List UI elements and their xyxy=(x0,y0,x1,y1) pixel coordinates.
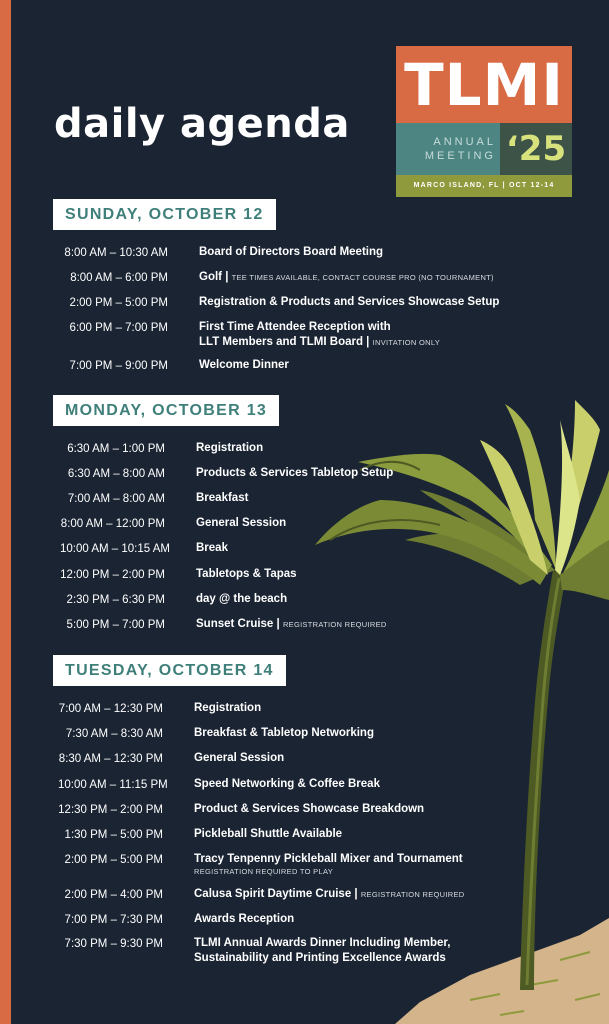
agenda-event xyxy=(199,295,499,310)
agenda-time: 1:30 PM – 5:00 PM xyxy=(64,829,163,841)
agenda-event-title: Pickleball Shuttle Available xyxy=(194,828,343,840)
agenda-event xyxy=(196,491,248,506)
agenda-event xyxy=(194,936,450,966)
agenda-event-title: General Session xyxy=(194,752,285,764)
day-heading-sunday: SUNDAY, OCTOBER 12 xyxy=(53,199,276,230)
agenda-time: 10:00 AM – 11:15 PM xyxy=(58,779,168,791)
agenda-time: 10:00 AM – 10:15 AM xyxy=(60,543,170,555)
agenda-time: 7:00 AM – 12:30 PM xyxy=(58,703,163,715)
agenda-event-note: REGISTRATION REQUIRED TO PLAY xyxy=(194,867,334,876)
agenda-event xyxy=(196,516,286,531)
agenda-event-note: REGISTRATION REQUIRED xyxy=(282,620,387,629)
agenda-time: 2:30 PM – 6:30 PM xyxy=(66,594,165,606)
agenda-event-title: General Session xyxy=(196,517,287,529)
tlmi-logo xyxy=(396,46,572,197)
agenda-event-title-line2: LLT Members and TLMI Board | xyxy=(199,336,370,348)
agenda-event xyxy=(199,245,383,260)
agenda-event xyxy=(194,802,424,817)
agenda-event xyxy=(194,887,465,902)
agenda-time: 12:00 PM – 2:00 PM xyxy=(60,569,165,581)
agenda-event-title: Tracy Tenpenny Pickleball Mixer and Tournament xyxy=(194,853,463,865)
logo-wordmark: TLMI xyxy=(404,51,564,119)
agenda-time: 12:30 PM – 2:00 PM xyxy=(58,804,163,816)
agenda-event-note: REGISTRATION REQUIRED xyxy=(360,890,465,899)
agenda-event-title: Breakfast xyxy=(196,492,249,504)
day-heading-monday: MONDAY, OCTOBER 13 xyxy=(53,395,279,426)
logo-year-block xyxy=(500,123,572,175)
agenda-time: 7:00 PM – 7:30 PM xyxy=(64,914,163,926)
agenda-event-title: Welcome Dinner xyxy=(199,359,289,371)
agenda-event-title: day @ the beach xyxy=(196,593,288,605)
agenda-event-title: Breakfast & Tabletop Networking xyxy=(194,727,374,739)
agenda-event-title: Tabletops & Tapas xyxy=(196,568,297,580)
logo-annual-meeting-block xyxy=(396,123,572,175)
agenda-time: 7:30 PM – 9:30 PM xyxy=(64,938,163,950)
logo-meeting-text: MEETING xyxy=(424,150,496,162)
agenda-event-note: INVITATION ONLY xyxy=(372,338,441,347)
agenda-event-title: TLMI Annual Awards Dinner Including Member, xyxy=(194,937,451,949)
agenda-time: 7:00 PM – 9:00 PM xyxy=(69,360,168,372)
agenda-event-title: Registration xyxy=(196,442,264,454)
agenda-event-title: Awards Reception xyxy=(194,913,295,925)
agenda-event xyxy=(194,912,294,927)
agenda-time: 7:00 AM – 8:00 AM xyxy=(67,493,165,505)
agenda-event xyxy=(194,726,374,741)
day-heading-tuesday: TUESDAY, OCTOBER 14 xyxy=(53,655,286,686)
agenda-time: 6:30 AM – 8:00 AM xyxy=(67,468,165,480)
agenda-event xyxy=(199,270,494,285)
agenda-event-title: Registration xyxy=(194,702,262,714)
logo-location-block xyxy=(396,175,572,197)
agenda-time: 8:30 AM – 12:30 PM xyxy=(58,753,163,765)
agenda-event xyxy=(194,777,380,792)
agenda-event xyxy=(196,617,387,632)
agenda-event-title: Golf | xyxy=(199,271,229,283)
agenda-event-title: Sunset Cruise | xyxy=(196,618,280,630)
logo-top-block xyxy=(396,46,572,123)
agenda-event xyxy=(194,852,463,877)
logo-year: ‘25 xyxy=(505,129,567,169)
agenda-event-title: Product & Services Showcase Breakdown xyxy=(194,803,425,815)
agenda-event-title: Speed Networking & Coffee Break xyxy=(194,778,380,790)
agenda-event xyxy=(194,701,261,716)
agenda-event xyxy=(196,441,263,456)
logo-annual-meeting-text xyxy=(402,135,496,163)
agenda-time: 5:00 PM – 7:00 PM xyxy=(66,619,165,631)
agenda-event-title: First Time Attendee Reception with xyxy=(199,321,391,333)
agenda-time: 2:00 PM – 4:00 PM xyxy=(64,889,163,901)
agenda-time: 2:00 PM – 5:00 PM xyxy=(69,297,168,309)
agenda-event xyxy=(196,567,297,582)
agenda-time: 8:00 AM – 6:00 PM xyxy=(70,272,168,284)
agenda-event-title: Break xyxy=(196,542,228,554)
agenda-time: 6:30 AM – 1:00 PM xyxy=(67,443,165,455)
agenda-event-note: TEE TIMES AVAILABLE, CONTACT COURSE PRO (NO TOURNAMENT) xyxy=(231,273,494,282)
agenda-time: 8:00 AM – 12:00 PM xyxy=(60,518,165,530)
agenda-event xyxy=(196,541,228,556)
agenda-time: 2:00 PM – 5:00 PM xyxy=(64,854,163,866)
agenda-event xyxy=(199,320,440,350)
agenda-event xyxy=(196,592,287,607)
agenda-time: 8:00 AM – 10:30 AM xyxy=(64,247,168,259)
agenda-time: 6:00 PM – 7:00 PM xyxy=(69,322,168,334)
agenda-event-title: Products & Services Tabletop Setup xyxy=(196,467,394,479)
agenda-event xyxy=(196,466,393,481)
agenda-event-title: Registration & Products and Services Showcase Setup xyxy=(199,296,500,308)
agenda-event-title-line2: Sustainability and Printing Excellence Awards xyxy=(194,952,446,964)
agenda-event xyxy=(199,358,289,373)
logo-annual-text: ANNUAL xyxy=(433,136,496,148)
agenda-event xyxy=(194,827,342,842)
agenda-event xyxy=(194,751,284,766)
page-title: daily agenda xyxy=(54,101,350,147)
agenda-event-title: Board of Directors Board Meeting xyxy=(199,246,384,258)
agenda-time: 7:30 AM – 8:30 AM xyxy=(65,728,163,740)
logo-location: MARCO ISLAND, FL | OCT 12-14 xyxy=(413,182,555,189)
agenda-event-title: Calusa Spirit Daytime Cruise | xyxy=(194,888,358,900)
